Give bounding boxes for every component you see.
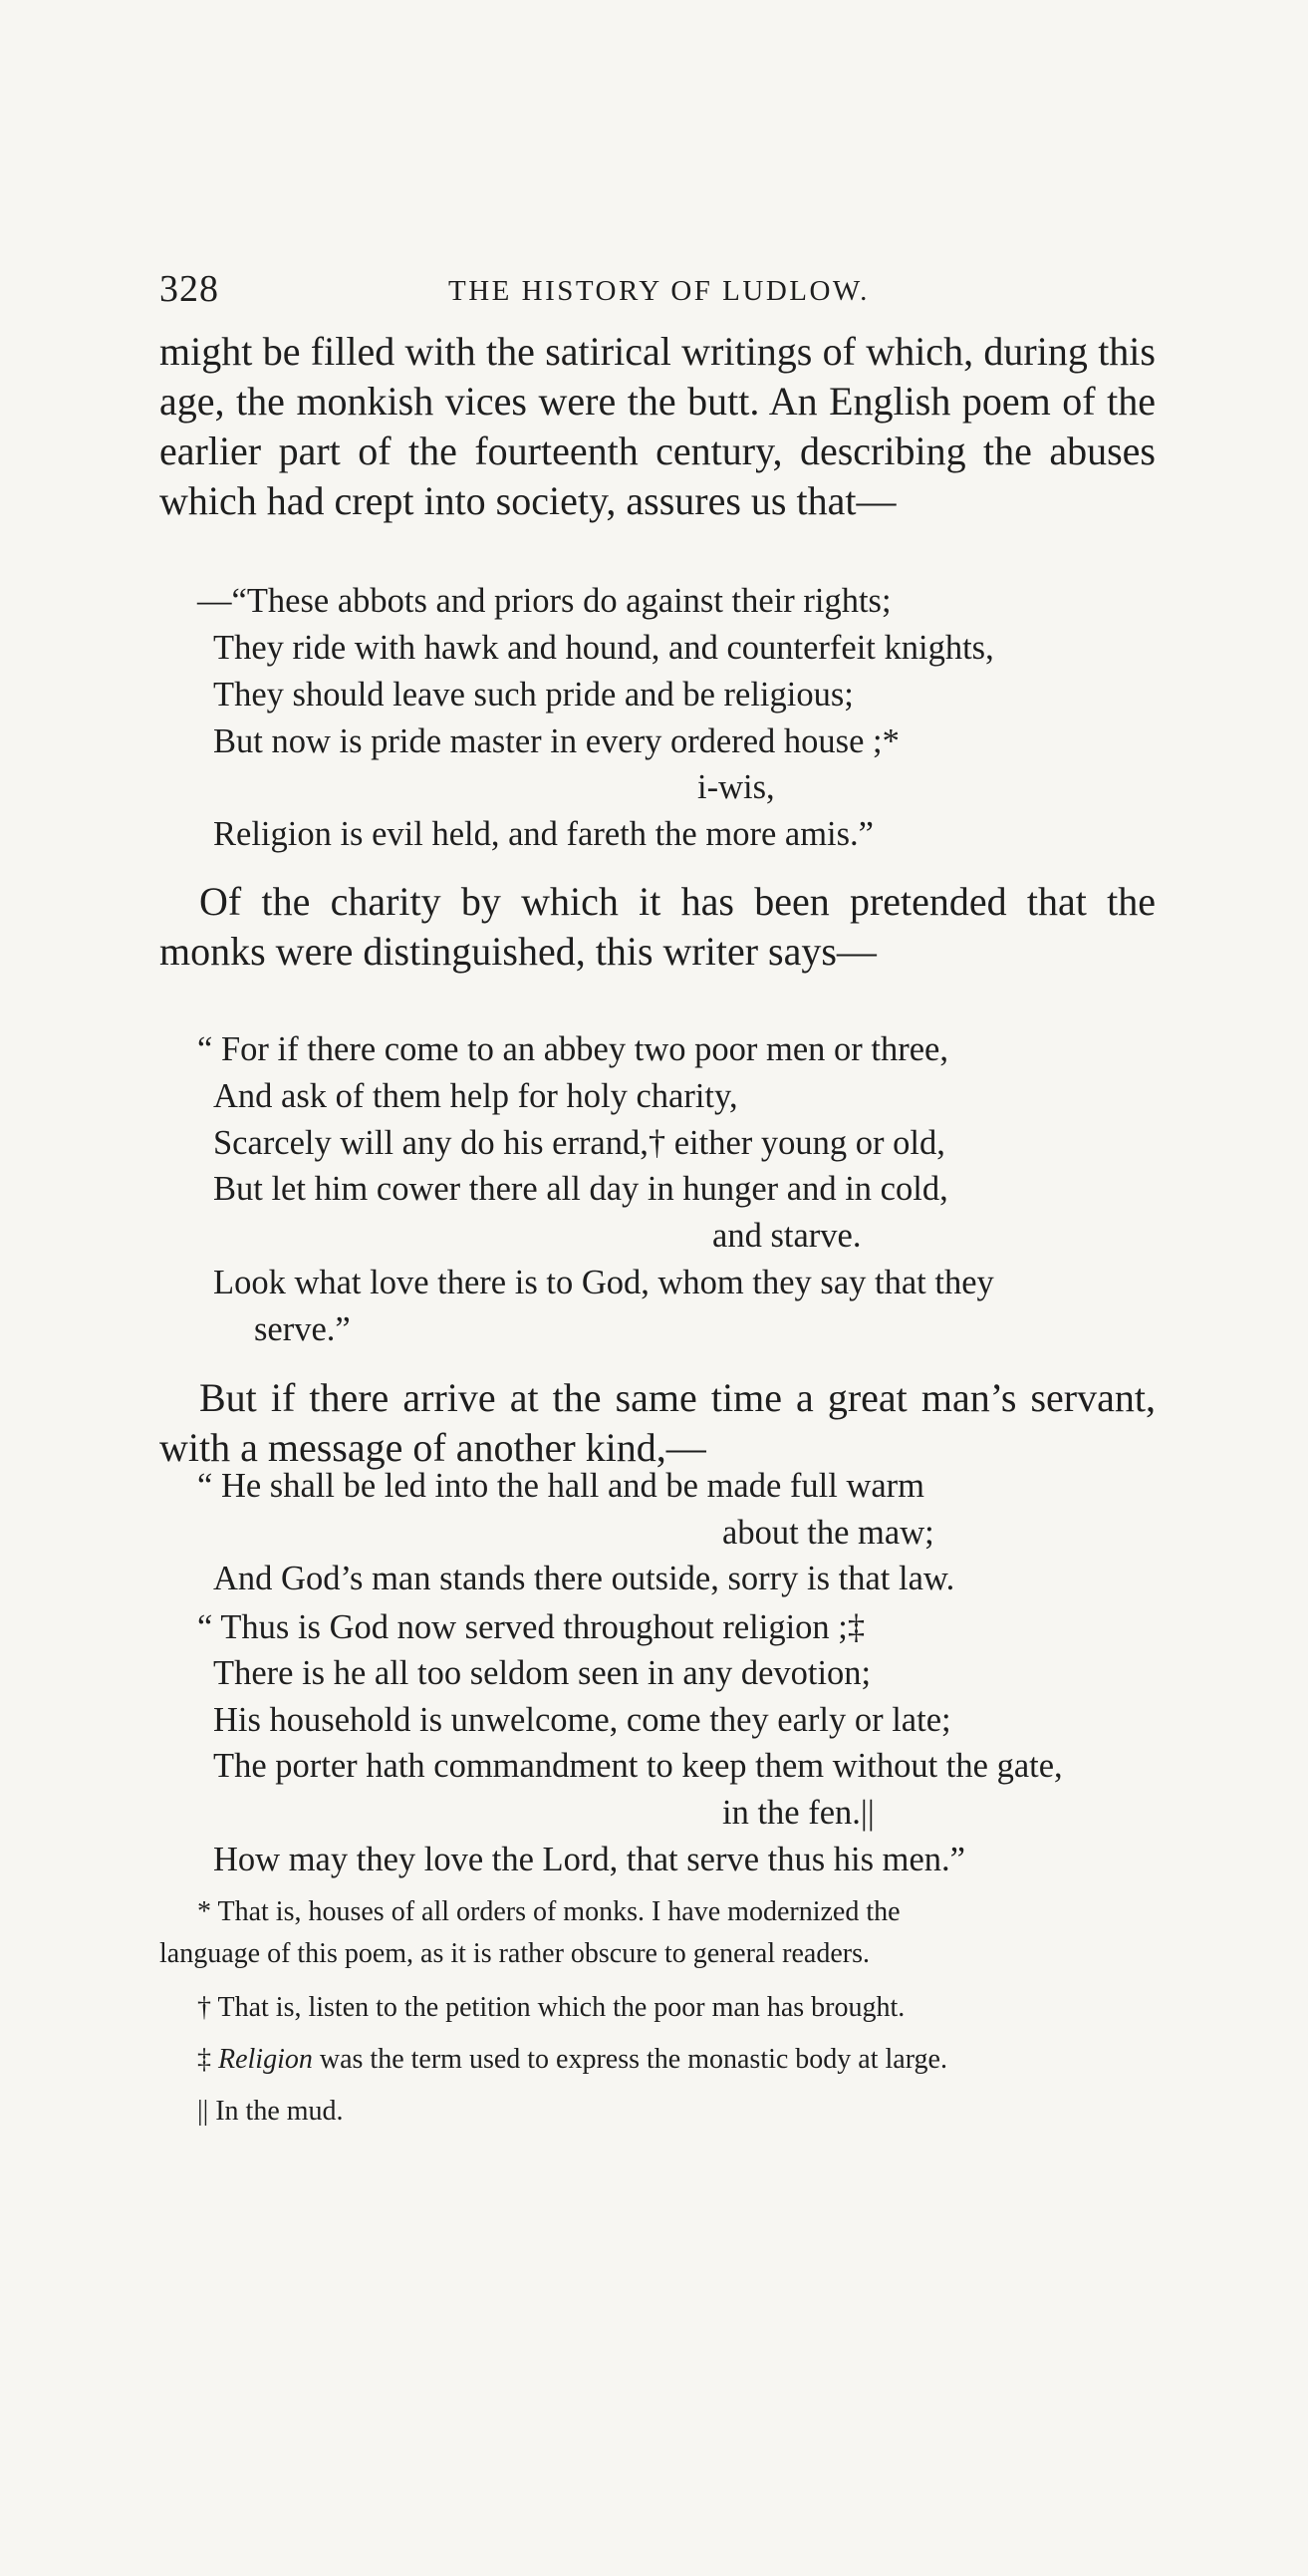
- poem-line: “ He shall be led into the hall and be made full warm: [197, 1467, 925, 1505]
- running-title: THE HISTORY OF LUDLOW.: [448, 275, 870, 307]
- poem-line: Religion is evil held, and fareth the more amis.”: [213, 815, 874, 853]
- footnote-double-dagger: [197, 2039, 947, 2081]
- poem-line: —“These abbots and priors do against their rights;: [197, 582, 892, 620]
- poem-line: They ride with hawk and hound, and counterfeit knights,: [213, 629, 994, 667]
- poem-line: And ask of them help for holy charity,: [213, 1077, 738, 1115]
- poem-line: The porter hath commandment to keep them without the gate,: [213, 1747, 1063, 1785]
- footnote-mark: ‡: [197, 2044, 211, 2075]
- footnote-star: * That is, houses of all orders of monks. I have modernized the: [197, 1896, 901, 1927]
- paragraph-servant: But if there arrive at the same time a great man’s servant, with a message of another kind,—: [159, 1375, 1156, 1470]
- paragraph-intro: might be filled with the satirical writings of which, during this age, the monkish vices were the butt. An English poem of the earlier part of the fourteenth century, describing the abuses which had crept into society, assures us that—: [159, 329, 1156, 523]
- poem-line: i-wis,: [697, 768, 775, 806]
- footnote-text: was the term used to express the monastic body at large.: [319, 2044, 947, 2075]
- paragraph-charity: Of the charity by which it has been pretended that the monks were distinguished, this writer says—: [159, 879, 1156, 974]
- poem-line: They should leave such pride and be religious;: [213, 676, 854, 714]
- poem-line: But now is pride master in every ordered house ;*: [213, 722, 900, 760]
- poem-line: about the maw;: [722, 1514, 934, 1552]
- footnote-dagger: † That is, listen to the petition which the poor man has brought.: [197, 1992, 906, 2023]
- poem-line: in the fen.||: [722, 1794, 875, 1832]
- page-header: [159, 267, 1156, 317]
- poem-line: and starve.: [712, 1217, 862, 1255]
- poem-line: “ Thus is God now served throughout religion ;‡: [197, 1608, 866, 1646]
- poem-line: There is he all too seldom seen in any devotion;: [213, 1654, 872, 1692]
- poem-line: serve.”: [254, 1310, 351, 1348]
- footnote-star-continued: language of this poem, as it is rather obscure to general readers.: [159, 1938, 870, 1969]
- poem-line: How may they love the Lord, that serve thus his men.”: [213, 1841, 965, 1878]
- poem-line: Look what love there is to God, whom they say that they: [213, 1264, 994, 1301]
- page-number: 328: [159, 268, 219, 310]
- poem-line: Scarcely will any do his errand,† either young or old,: [213, 1124, 945, 1162]
- poem-line: “ For if there come to an abbey two poor men or three,: [197, 1030, 948, 1068]
- poem-line: And God’s man stands there outside, sorry is that law.: [213, 1560, 955, 1597]
- footnote-italic-term: Religion: [218, 2044, 313, 2075]
- poem-line: But let him cower there all day in hunger and in cold,: [213, 1170, 948, 1208]
- footnote-parallel: || In the mud.: [197, 2096, 344, 2127]
- poem-line: His household is unwelcome, come they early or late;: [213, 1701, 951, 1739]
